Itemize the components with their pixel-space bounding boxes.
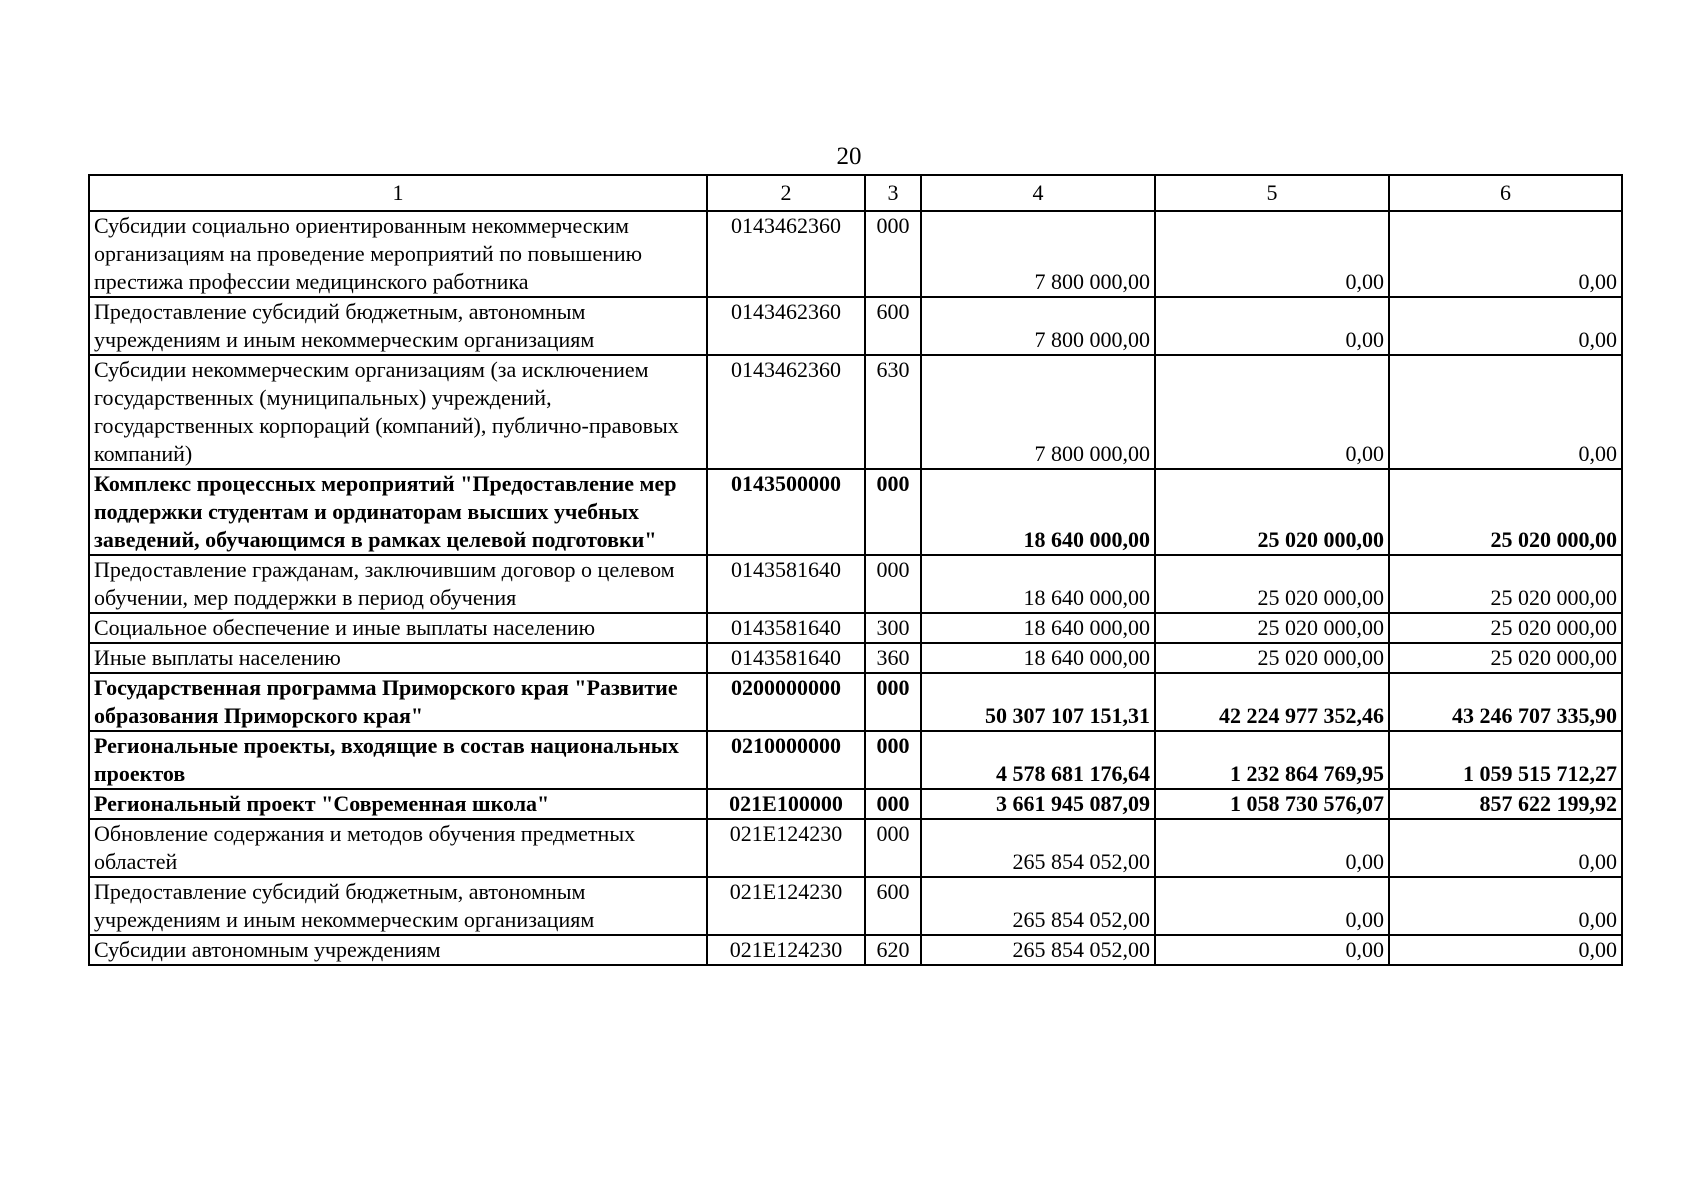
amount-year-1: 7 800 000,00 <box>921 355 1155 469</box>
row-name: Иные выплаты населению <box>89 643 707 673</box>
expense-type-code: 000 <box>865 789 921 819</box>
amount-year-1: 18 640 000,00 <box>921 643 1155 673</box>
amount-year-2: 1 232 864 769,95 <box>1155 731 1389 789</box>
expense-type-code: 300 <box>865 613 921 643</box>
row-name: Социальное обеспечение и иные выплаты населению <box>89 613 707 643</box>
table-row <box>89 297 1622 355</box>
row-name: Предоставление субсидий бюджетным, автономным учреждениям и иным некоммерческим организациям <box>89 297 707 355</box>
amount-year-2: 25 020 000,00 <box>1155 613 1389 643</box>
expense-type-code: 600 <box>865 297 921 355</box>
amount-year-1: 18 640 000,00 <box>921 613 1155 643</box>
column-number: 5 <box>1155 175 1389 211</box>
amount-year-3: 25 020 000,00 <box>1389 555 1622 613</box>
amount-year-2: 0,00 <box>1155 297 1389 355</box>
target-article-code: 0143581640 <box>707 643 865 673</box>
expense-type-code: 000 <box>865 469 921 555</box>
amount-year-3: 25 020 000,00 <box>1389 643 1622 673</box>
amount-year-2: 0,00 <box>1155 355 1389 469</box>
amount-year-3: 1 059 515 712,27 <box>1389 731 1622 789</box>
column-number: 2 <box>707 175 865 211</box>
table-row <box>89 877 1622 935</box>
amount-year-1: 18 640 000,00 <box>921 469 1155 555</box>
target-article-code: 0143462360 <box>707 355 865 469</box>
row-name: Предоставление субсидий бюджетным, автономным учреждениям и иным некоммерческим организациям <box>89 877 707 935</box>
target-article-code: 021E124230 <box>707 819 865 877</box>
amount-year-3: 25 020 000,00 <box>1389 613 1622 643</box>
table-row <box>89 935 1622 965</box>
row-name: Субсидии социально ориентированным некоммерческим организациям на проведение мероприятий по повышению престижа профессии медицинского работника <box>89 211 707 297</box>
amount-year-2: 42 224 977 352,46 <box>1155 673 1389 731</box>
target-article-code: 0143581640 <box>707 613 865 643</box>
amount-year-3: 25 020 000,00 <box>1389 469 1622 555</box>
expense-type-code: 620 <box>865 935 921 965</box>
column-number: 1 <box>89 175 707 211</box>
target-article-code: 021E124230 <box>707 877 865 935</box>
row-name: Комплекс процессных мероприятий "Предоставление мер поддержки студентам и ординаторам высших учебных заведений, обучающимся в рамках целевой подготовки" <box>89 469 707 555</box>
amount-year-2: 25 020 000,00 <box>1155 555 1389 613</box>
column-number: 3 <box>865 175 921 211</box>
target-article-code: 0200000000 <box>707 673 865 731</box>
amount-year-1: 265 854 052,00 <box>921 819 1155 877</box>
amount-year-1: 265 854 052,00 <box>921 935 1155 965</box>
amount-year-3: 43 246 707 335,90 <box>1389 673 1622 731</box>
amount-year-3: 857 622 199,92 <box>1389 789 1622 819</box>
target-article-code: 0210000000 <box>707 731 865 789</box>
table-row <box>89 469 1622 555</box>
row-name: Субсидии некоммерческим организациям (за исключением государственных (муниципальных) учреждений, государственных корпораций (компаний), публично-правовых компаний) <box>89 355 707 469</box>
expense-type-code: 000 <box>865 731 921 789</box>
row-name: Субсидии автономным учреждениям <box>89 935 707 965</box>
amount-year-2: 0,00 <box>1155 819 1389 877</box>
amount-year-1: 4 578 681 176,64 <box>921 731 1155 789</box>
amount-year-1: 265 854 052,00 <box>921 877 1155 935</box>
amount-year-2: 0,00 <box>1155 211 1389 297</box>
table-row <box>89 643 1622 673</box>
table-row <box>89 211 1622 297</box>
table-row <box>89 731 1622 789</box>
amount-year-1: 7 800 000,00 <box>921 297 1155 355</box>
expense-type-code: 360 <box>865 643 921 673</box>
amount-year-3: 0,00 <box>1389 877 1622 935</box>
target-article-code: 0143581640 <box>707 555 865 613</box>
amount-year-3: 0,00 <box>1389 355 1622 469</box>
amount-year-2: 0,00 <box>1155 935 1389 965</box>
target-article-code: 021E100000 <box>707 789 865 819</box>
expense-type-code: 000 <box>865 211 921 297</box>
row-name: Обновление содержания и методов обучения предметных областей <box>89 819 707 877</box>
amount-year-3: 0,00 <box>1389 211 1622 297</box>
amount-year-1: 7 800 000,00 <box>921 211 1155 297</box>
amount-year-3: 0,00 <box>1389 819 1622 877</box>
budget-table <box>88 174 1623 966</box>
row-name: Региональный проект "Современная школа" <box>89 789 707 819</box>
expense-type-code: 630 <box>865 355 921 469</box>
page-number: 20 <box>836 143 862 170</box>
table-row <box>89 355 1622 469</box>
target-article-code: 021E124230 <box>707 935 865 965</box>
amount-year-2: 25 020 000,00 <box>1155 469 1389 555</box>
amount-year-2: 25 020 000,00 <box>1155 643 1389 673</box>
column-number-row <box>89 175 1622 211</box>
amount-year-3: 0,00 <box>1389 297 1622 355</box>
target-article-code: 0143500000 <box>707 469 865 555</box>
table-row <box>89 673 1622 731</box>
expense-type-code: 600 <box>865 877 921 935</box>
amount-year-2: 1 058 730 576,07 <box>1155 789 1389 819</box>
table-row <box>89 819 1622 877</box>
amount-year-2: 0,00 <box>1155 877 1389 935</box>
table-row <box>89 613 1622 643</box>
expense-type-code: 000 <box>865 673 921 731</box>
amount-year-1: 18 640 000,00 <box>921 555 1155 613</box>
row-name: Предоставление гражданам, заключившим договор о целевом обучении, мер поддержки в период обучения <box>89 555 707 613</box>
row-name: Государственная программа Приморского края "Развитие образования Приморского края" <box>89 673 707 731</box>
column-number: 4 <box>921 175 1155 211</box>
target-article-code: 0143462360 <box>707 297 865 355</box>
expense-type-code: 000 <box>865 555 921 613</box>
column-number: 6 <box>1389 175 1622 211</box>
row-name: Региональные проекты, входящие в состав национальных проектов <box>89 731 707 789</box>
target-article-code: 0143462360 <box>707 211 865 297</box>
amount-year-3: 0,00 <box>1389 935 1622 965</box>
table-row <box>89 789 1622 819</box>
table-row <box>89 555 1622 613</box>
expense-type-code: 000 <box>865 819 921 877</box>
amount-year-1: 3 661 945 087,09 <box>921 789 1155 819</box>
amount-year-1: 50 307 107 151,31 <box>921 673 1155 731</box>
